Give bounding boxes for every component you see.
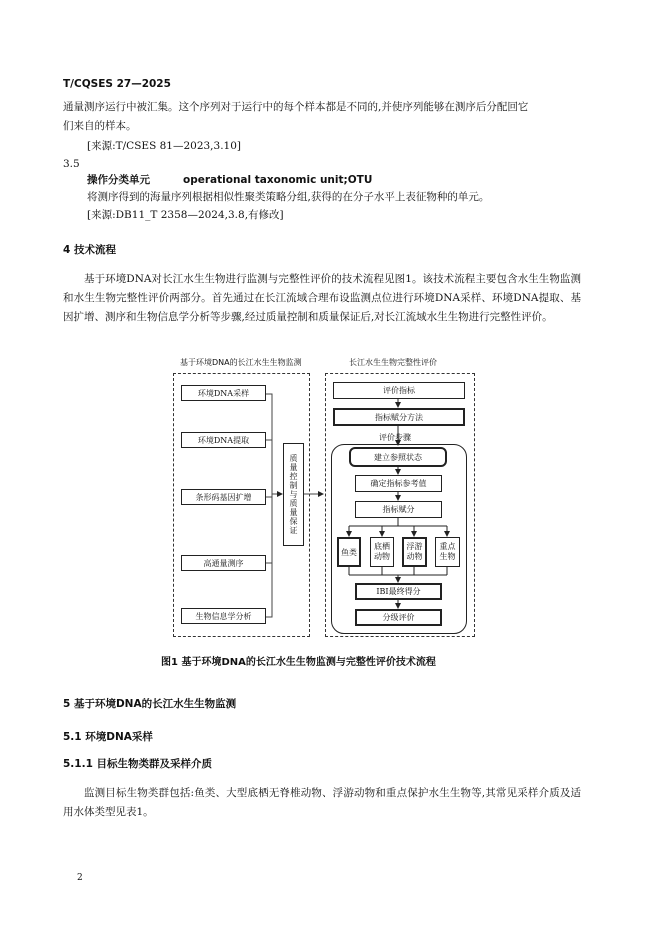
step-high-throughput-sequencing: 高通量测序 (181, 555, 266, 571)
index-method-box: 指标赋分方法 (333, 408, 465, 426)
quality-control-label: 质量控制与质量保证 (289, 454, 298, 535)
section-5-1-title: 5.1 环境DNA采样 (63, 731, 153, 743)
group-fish: 鱼类 (337, 537, 361, 567)
section-5-1-1-title: 5.1.1 目标生物类群及采样介质 (63, 758, 213, 770)
step-edna-sampling: 环境DNA采样 (181, 385, 266, 401)
continued-line-2: 们来自的样本。 (63, 120, 137, 132)
term-definition: 将测序得到的海量序列根据相似性聚类策略分组,获得的在分子水平上表征物种的单元。 (87, 191, 490, 203)
grade-eval-box: 分级评价 (355, 609, 442, 626)
eval-index-box: 评价指标 (333, 382, 465, 399)
term-zh: 操作分类单元 (87, 174, 150, 186)
standard-code: T/CQSES 27—2025 (63, 78, 171, 90)
section-4-paragraph: 基于环境DNA对长江水生生物进行监测与完整性评价的技术流程见图1。该技术流程主要包含水生生物监测和水生生物完整性评价两部分。首先通过在长江流域合理布设监测点位进行环境DNA采样、环境DNA提取、基因扩增、测序和生物信息学分析等步骤,经过质量控制和质量保证后,对长江流域水生生物进行完整性评价。 (63, 273, 581, 323)
section-5-paragraph: 监测目标生物类群包括:鱼类、大型底栖无脊椎动物、浮游动物和重点保护水生生物等,其常见采样介质及适用水体类型见表1。 (63, 787, 581, 818)
ibi-score-box: IBI最终得分 (355, 583, 442, 600)
ref-value-box: 确定指标参考值 (355, 475, 442, 492)
term-number: 3.5 (63, 158, 80, 170)
right-panel-title: 长江水生生物完整性评价 (349, 358, 437, 367)
source-note-2: [来源:DB11_T 2358—2024,3.8,有修改] (87, 209, 284, 221)
group-key-species: 重点生物 (435, 537, 460, 567)
ref-state-box: 建立参照状态 (349, 447, 447, 467)
group-plankton: 浮游动物 (402, 537, 427, 567)
term-en: operational taxonomic unit;OTU (183, 174, 373, 186)
figure-caption: 图1 基于环境DNA的长江水生生物监测与完整性评价技术流程 (161, 657, 436, 668)
eval-steps-label: 评价步骤 (379, 433, 411, 442)
section-5-title: 5 基于环境DNA的长江水生生物监测 (63, 698, 237, 710)
left-panel-title: 基于环境DNA的长江水生生物监测 (180, 358, 302, 367)
step-bioinformatics: 生物信息学分析 (181, 608, 266, 624)
continued-line-1: 通量测序运行中被汇集。这个序列对于运行中的每个样本都是不同的,并使序列能够在测序后分配回它 (63, 101, 529, 113)
step-edna-extraction: 环境DNA提取 (181, 432, 266, 448)
page-number: 2 (77, 873, 83, 883)
group-benthos: 底栖动物 (370, 537, 394, 567)
step-barcode-amplification: 条形码基因扩增 (181, 489, 266, 505)
section-4-title: 4 技术流程 (63, 244, 116, 256)
index-score-box: 指标赋分 (355, 501, 442, 518)
source-note-1: [来源:T/CSES 81—2023,3.10] (87, 140, 241, 152)
quality-control-box (283, 443, 304, 546)
